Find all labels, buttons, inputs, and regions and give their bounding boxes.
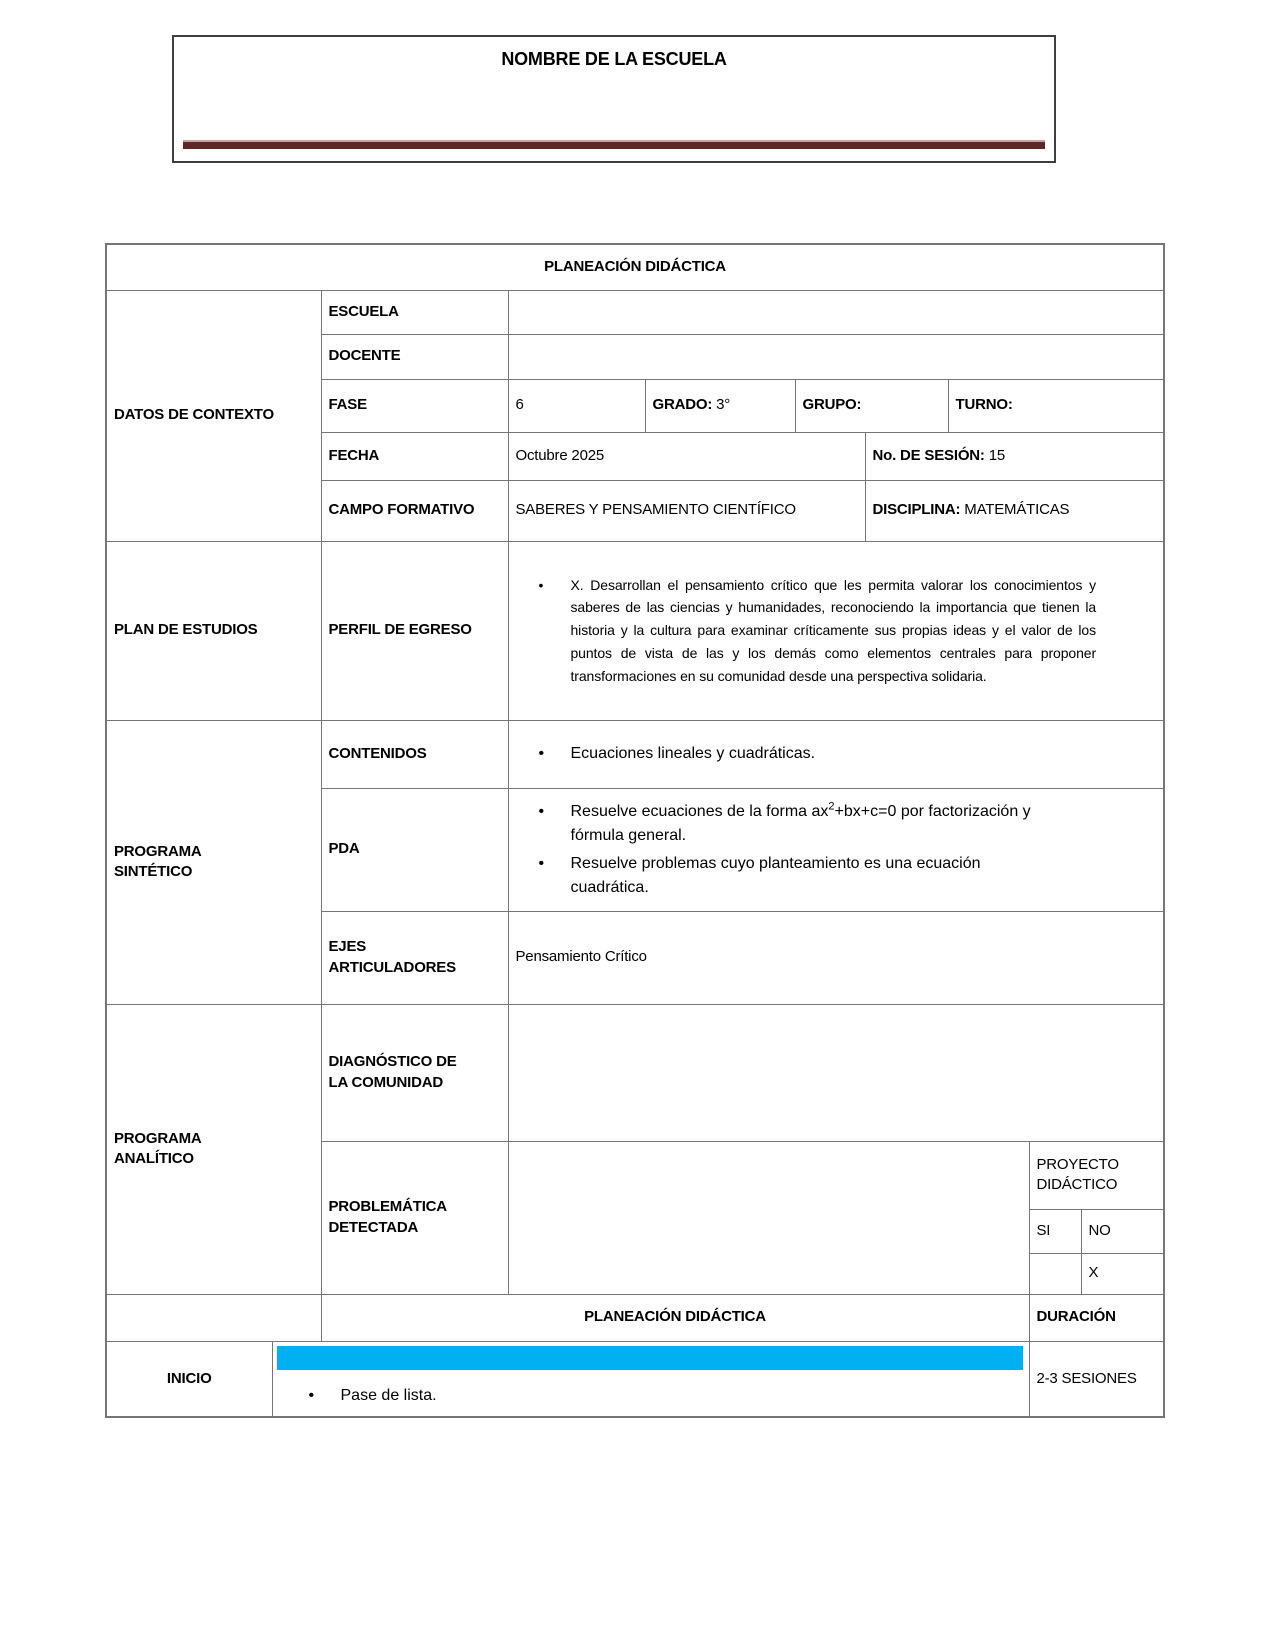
- disciplina-cell: [865, 480, 1164, 541]
- school-header-box: [172, 35, 1056, 163]
- perfil-de-egreso-label: PERFIL DE EGRESO: [321, 541, 508, 720]
- fecha-value: Octubre 2025: [508, 432, 865, 480]
- programa-sintetico-label: PROGRAMA SINTÉTICO: [114, 842, 202, 880]
- ejes-articuladores-value: Pensamiento Crítico: [508, 911, 1164, 1004]
- section-programa-analitico: [106, 1004, 321, 1294]
- duracion-value: 2-3 SESIONES: [1029, 1341, 1164, 1417]
- problematica-label: [321, 1141, 508, 1294]
- campo-formativo-label: CAMPO FORMATIVO: [321, 480, 508, 541]
- sesion-cell: [865, 432, 1164, 480]
- pda-bullet-1-superscript: 2: [828, 800, 835, 813]
- inicio-label: INICIO: [106, 1341, 272, 1417]
- turno-label: TURNO:: [955, 396, 1013, 414]
- pda-label: PDA: [321, 788, 508, 911]
- lesson-plan-table: [105, 243, 1165, 1418]
- pda-bullet-item-2: • Resuelve problemas cuyo planteamiento es una ecuación cuadrática.: [571, 852, 1062, 900]
- pda-bullet-item-1: [571, 800, 1062, 848]
- diagnostico-value-cell[interactable]: [508, 1004, 1164, 1141]
- school-name-title: NOMBRE DE LA ESCUELA: [501, 49, 727, 69]
- proyecto-si-label: SI: [1029, 1209, 1081, 1253]
- contenidos-label: CONTENIDOS: [321, 720, 508, 788]
- planeacion-section-title: PLANEACIÓN DIDÁCTICA: [321, 1294, 1029, 1341]
- sesion-label: No. DE SESIÓN:: [872, 446, 985, 464]
- perfil-de-egreso-cell: [508, 541, 1164, 720]
- proyecto-no-mark-cell: X: [1081, 1253, 1164, 1294]
- fecha-label: FECHA: [321, 432, 508, 480]
- diagnostico-text: DIAGNÓSTICO DE LA COMUNIDAD: [328, 1053, 457, 1091]
- programa-analitico-label: PROGRAMA ANALÍTICO: [114, 1129, 202, 1167]
- pda-cell: [508, 788, 1164, 911]
- table-title: PLANEACIÓN DIDÁCTICA: [106, 244, 1164, 290]
- fase-value: 6: [508, 379, 645, 432]
- docente-value-cell[interactable]: [508, 334, 1164, 379]
- campo-formativo-value: SABERES Y PENSAMIENTO CIENTÍFICO: [508, 480, 865, 541]
- disciplina-label: DISCIPLINA:: [872, 501, 961, 519]
- grupo-cell[interactable]: [795, 379, 948, 432]
- planeacion-header-spacer: [106, 1294, 321, 1341]
- escuela-label: ESCUELA: [321, 290, 508, 334]
- sesion-value: 15: [988, 446, 1005, 464]
- duracion-label: DURACIÓN: [1029, 1294, 1164, 1341]
- grado-label: GRADO:: [652, 396, 713, 414]
- inicio-bullet-item: • Pase de lista.: [341, 1384, 969, 1408]
- section-programa-sintetico: [106, 720, 321, 1004]
- perfil-bullet-list: [516, 574, 1157, 687]
- inicio-bullet-list: [273, 1384, 1029, 1408]
- problematica-text: PROBLEMÁTICA DETECTADA: [328, 1198, 447, 1236]
- proyecto-si-mark-cell[interactable]: [1029, 1253, 1081, 1294]
- contenidos-bullet-list: [516, 742, 1157, 766]
- docente-label: DOCENTE: [321, 334, 508, 379]
- inicio-content-cell: [272, 1341, 1029, 1417]
- section-plan-de-estudios: PLAN DE ESTUDIOS: [106, 541, 321, 720]
- pda-bullet-1-pre: Resuelve ecuaciones de la forma ax: [570, 802, 829, 820]
- section-datos-de-contexto: DATOS DE CONTEXTO: [106, 290, 321, 541]
- problematica-value-cell[interactable]: [508, 1141, 1029, 1294]
- pda-bullet-list: [516, 800, 1157, 900]
- ejes-articuladores-label: [321, 911, 508, 1004]
- contenidos-cell: [508, 720, 1164, 788]
- escuela-value-cell[interactable]: [508, 290, 1164, 334]
- pda-bullet-1-post: +bx+c=0 por factorización y fórmula general.: [570, 802, 1031, 844]
- fase-label: FASE: [321, 379, 508, 432]
- grado-value: 3°: [716, 396, 731, 414]
- header-accent-bar: [183, 140, 1045, 149]
- perfil-bullet-item: • X. Desarrollan el pensamiento crítico que les permita valorar los conocimientos y saberes de las ciencias y humanidades, reconociendo la importancia que tienen la historia y la cultura para examinar críticamente sus propias ideas y el valor de los puntos de vista de las y los demás como elementos centrales para proponer transformaciones en su comunidad desde una perspectiva solidaria.: [571, 574, 1097, 687]
- grado-cell: [645, 379, 795, 432]
- proyecto-didactico-label: PROYECTO DIDÁCTICO: [1029, 1141, 1164, 1209]
- grupo-label: GRUPO:: [802, 396, 862, 414]
- ejes-articuladores-text: EJES ARTICULADORES: [328, 938, 456, 976]
- proyecto-no-label: NO: [1081, 1209, 1164, 1253]
- inicio-highlight-bar: [277, 1346, 1023, 1370]
- contenidos-bullet-item: • Ecuaciones lineales y cuadráticas.: [571, 742, 1097, 766]
- turno-cell[interactable]: [948, 379, 1164, 432]
- diagnostico-label: [321, 1004, 508, 1141]
- disciplina-value: MATEMÁTICAS: [964, 501, 1070, 519]
